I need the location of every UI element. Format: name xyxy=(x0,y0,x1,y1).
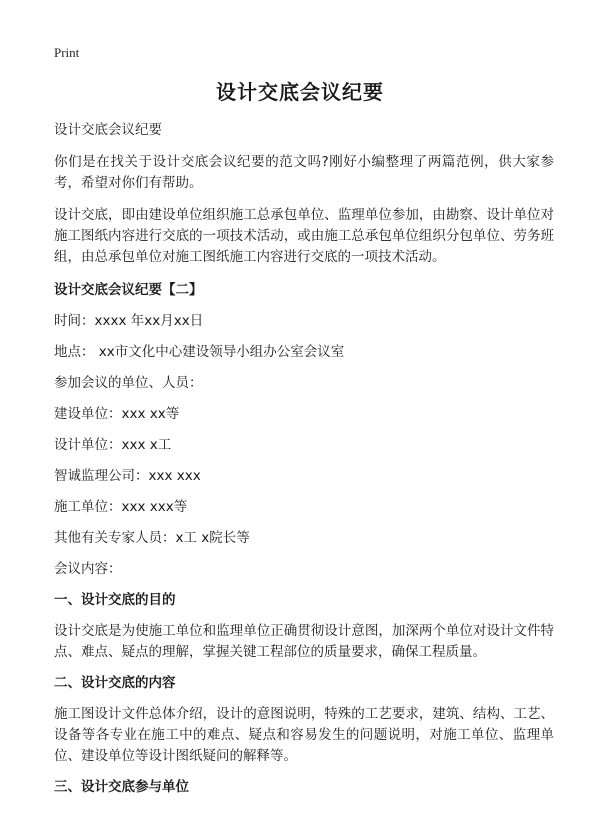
definition-paragraph: 设计交底，即由建设单位组织施工总承包单位、监理单位参加，由勘察、设计单位对施工图纸内容进行交底的一项技术活动，或由施工总承包单位组织分包单位、劳务班组，由总承包单位对施工图纸施工内容进行交底的一项技术活动。 xyxy=(54,207,554,265)
subtitle: 设计交底会议纪要 xyxy=(54,122,162,138)
content-paragraph: 施工图设计文件总体介绍，设计的意图说明，特殊的工艺要求，建筑、结构、工艺、设备等各专业在施工中的难点、疑点和容易发生的问题说明，对施工单位、监理单位、建设单位等设计图纸疑问的解释等。 xyxy=(54,706,554,764)
document-body xyxy=(54,120,554,798)
heading-purpose: 一、设计交底的目的 xyxy=(54,592,176,608)
supervision-company: 智诚监理公司：xxx xxx xyxy=(54,468,201,484)
construction-unit: 建设单位：xxx xx等 xyxy=(54,406,180,422)
section-heading: 设计交底会议纪要【二】 xyxy=(54,282,203,298)
heading-participants: 三、设计交底参与单位 xyxy=(54,779,189,795)
design-unit: 设计单位：xxx x工 xyxy=(54,437,172,453)
document-title: 设计交底会议纪要 xyxy=(216,80,384,104)
meeting-content-label: 会议内容： xyxy=(54,561,122,577)
attendees-heading: 参加会议的单位、人员： xyxy=(54,375,203,391)
intro-paragraph: 你们是在找关于设计交底会议纪要的范文吗?刚好小编整理了两篇范例，供大家参考，希望对你们有帮助。 xyxy=(54,154,554,191)
meeting-time: 时间：xxxx 年xx月xx日 xyxy=(54,313,204,329)
heading-content: 二、设计交底的内容 xyxy=(54,675,176,691)
builder-unit: 施工单位：xxx xxx等 xyxy=(54,499,188,515)
meeting-place: 地点： xx市文化中心建设领导小组办公室会议室 xyxy=(54,344,345,360)
purpose-paragraph: 设计交底是为使施工单位和监理单位正确贯彻设计意图，加深两个单位对设计文件特点、难点、疑点的理解，掌握关键工程部位的质量要求，确保工程质量。 xyxy=(54,623,554,660)
experts: 其他有关专家人员：x工 x院长等 xyxy=(54,530,250,546)
print-label: Print xyxy=(54,45,80,60)
